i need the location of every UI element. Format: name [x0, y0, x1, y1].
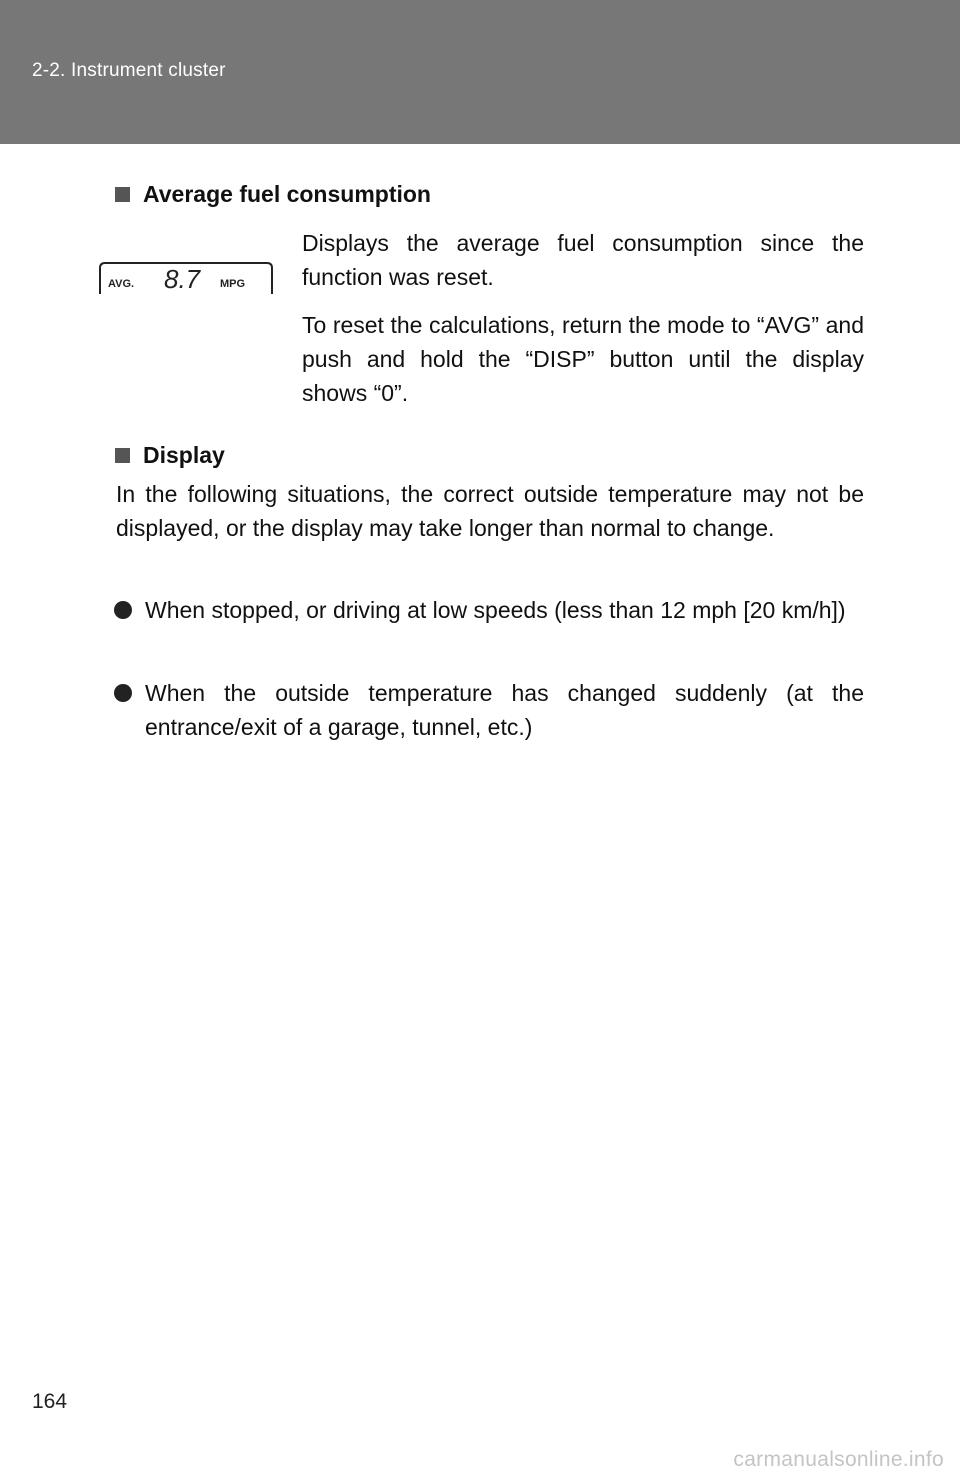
- round-bullet-icon: [114, 684, 132, 702]
- section-title: 2-2. Instrument cluster: [32, 60, 226, 81]
- watermark: carmanualsonline.info: [733, 1448, 944, 1471]
- average-fuel-display-illustration: [94, 260, 274, 296]
- avg-fuel-reset-instructions: To reset the calculations, return the mode to “AVG” and push and hold the “DISP” button until the display shows “0”.: [302, 312, 864, 406]
- avg-fuel-heading: [114, 181, 431, 208]
- lcd-unit-label: MPG: [220, 278, 246, 290]
- square-bullet-icon: [115, 187, 130, 202]
- avg-fuel-description: Displays the average fuel consumption since the function was reset.: [302, 230, 864, 290]
- bullet-text: When the outside temperature has changed suddenly (at the entrance/exit of a garage, tunnel, etc.): [145, 680, 864, 740]
- page-number: 164: [32, 1390, 68, 1413]
- square-bullet-icon: [115, 448, 130, 463]
- lcd-value: 8.7: [164, 264, 201, 294]
- lcd-mode-label: AVG.: [108, 278, 135, 290]
- bullet-text: When stopped, or driving at low speeds (less than 12 mph [20 km/h]): [145, 597, 846, 623]
- display-heading-text: Display: [143, 442, 225, 468]
- page-header: [0, 0, 960, 144]
- list-item: [114, 593, 864, 627]
- round-bullet-icon: [114, 601, 132, 619]
- display-heading: [114, 442, 225, 469]
- avg-fuel-heading-text: Average fuel consumption: [143, 181, 431, 207]
- display-intro: In the following situations, the correct outside temperature may not be displayed, or the display may take longer than normal to change.: [116, 481, 864, 541]
- list-item: [114, 676, 864, 744]
